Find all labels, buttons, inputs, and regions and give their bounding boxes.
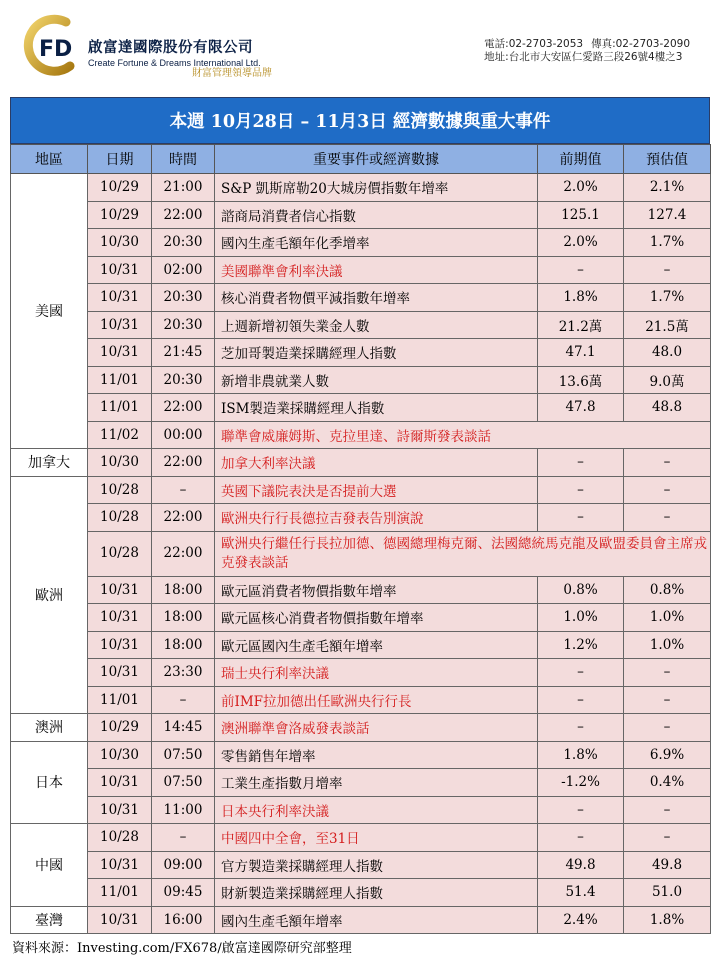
previous-value-cell: 1.8% [538, 741, 624, 769]
time-cell: 18:00 [152, 631, 215, 659]
date-cell: 10/28 [88, 824, 152, 852]
forecast-value-cell: – [624, 256, 711, 284]
previous-value-cell: – [538, 449, 624, 477]
table-row [11, 686, 711, 714]
table-row [11, 174, 711, 202]
table-row [11, 311, 711, 339]
time-cell: 20:30 [152, 284, 215, 312]
region-cell: 臺灣 [11, 906, 88, 934]
forecast-value-cell: 0.8% [624, 576, 711, 604]
region-cell: 加拿大 [11, 449, 88, 477]
logo-letters: FD [39, 37, 73, 62]
date-cell: 11/01 [88, 366, 152, 394]
previous-value-cell: – [538, 714, 624, 742]
previous-value-cell: 2.4% [538, 906, 624, 934]
forecast-value-cell: 21.5萬 [624, 311, 711, 339]
time-cell: 11:00 [152, 796, 215, 824]
previous-value-cell: – [538, 824, 624, 852]
col-header-event: 重要事件或經濟數據 [215, 145, 538, 174]
date-cell: 10/31 [88, 796, 152, 824]
event-cell: 聯準會威廉姆斯、克拉里達、詩爾斯發表談話 [215, 421, 711, 449]
table-row [11, 879, 711, 907]
previous-value-cell: -1.2% [538, 769, 624, 797]
event-cell: 上週新增初領失業金人數 [215, 311, 538, 339]
event-cell: 官方製造業採購經理人指數 [215, 851, 538, 879]
table-title: 本週 10月28日 – 11月3日 經濟數據與重大事件 [10, 97, 710, 144]
event-cell: S&P 凱斯席勒20大城房價指數年增率 [215, 174, 538, 202]
event-cell: 美國聯準會利率決議 [215, 256, 538, 284]
date-cell: 10/28 [88, 504, 152, 532]
previous-value-cell: – [538, 256, 624, 284]
previous-value-cell: 47.1 [538, 339, 624, 367]
date-cell: 10/31 [88, 256, 152, 284]
date-cell: 10/29 [88, 174, 152, 202]
contact-info [484, 38, 698, 64]
table-row [11, 576, 711, 604]
forecast-value-cell: 9.0萬 [624, 366, 711, 394]
company-slogan: 財富管理領導品牌 [192, 68, 272, 79]
forecast-value-cell: – [624, 449, 711, 477]
forecast-value-cell: 1.0% [624, 604, 711, 632]
previous-value-cell: 1.0% [538, 604, 624, 632]
time-cell: 23:30 [152, 659, 215, 687]
table-row [11, 476, 711, 504]
date-cell: 10/28 [88, 531, 152, 576]
time-cell: 21:00 [152, 174, 215, 202]
previous-value-cell: 1.2% [538, 631, 624, 659]
table-row [11, 604, 711, 632]
table-row [11, 714, 711, 742]
date-cell: 11/01 [88, 686, 152, 714]
event-cell: 工業生產指數月增率 [215, 769, 538, 797]
table-row [11, 741, 711, 769]
forecast-value-cell: 48.0 [624, 339, 711, 367]
time-cell: 18:00 [152, 604, 215, 632]
date-cell: 10/30 [88, 449, 152, 477]
table-body [11, 174, 711, 934]
col-header-time: 時間 [152, 145, 215, 174]
previous-value-cell: – [538, 476, 624, 504]
table-row [11, 824, 711, 852]
table-row [11, 229, 711, 257]
region-cell: 日本 [11, 741, 88, 824]
forecast-value-cell: 49.8 [624, 851, 711, 879]
time-cell: 22:00 [152, 504, 215, 532]
event-cell: 瑞士央行利率決議 [215, 659, 538, 687]
date-cell: 10/31 [88, 851, 152, 879]
previous-value-cell: – [538, 659, 624, 687]
event-cell: 澳洲聯準會洛威發表談話 [215, 714, 538, 742]
address: 地址:台北市大安區仁愛路三段26號4樓之3 [484, 51, 683, 63]
time-cell: – [152, 476, 215, 504]
region-cell: 中國 [11, 824, 88, 907]
forecast-value-cell: 51.0 [624, 879, 711, 907]
date-cell: 10/31 [88, 604, 152, 632]
time-cell: – [152, 686, 215, 714]
table-row [11, 421, 711, 449]
event-cell: 核心消費者物價平減指數年增率 [215, 284, 538, 312]
previous-value-cell: 2.0% [538, 174, 624, 202]
event-cell: 零售銷售年增率 [215, 741, 538, 769]
date-cell: 10/29 [88, 714, 152, 742]
date-cell: 10/30 [88, 229, 152, 257]
time-cell: 22:00 [152, 201, 215, 229]
table-row [11, 504, 711, 532]
previous-value-cell: 2.0% [538, 229, 624, 257]
date-cell: 10/31 [88, 659, 152, 687]
time-cell: 14:45 [152, 714, 215, 742]
previous-value-cell: 51.4 [538, 879, 624, 907]
forecast-value-cell: – [624, 686, 711, 714]
region-cell: 美國 [11, 174, 88, 449]
date-cell: 10/31 [88, 311, 152, 339]
event-cell: 諮商局消費者信心指數 [215, 201, 538, 229]
forecast-value-cell: – [624, 659, 711, 687]
time-cell: 21:45 [152, 339, 215, 367]
company-english-name: Create Fortune & Dreams International Ltd. [88, 58, 261, 68]
previous-value-cell: – [538, 796, 624, 824]
previous-value-cell: 1.8% [538, 284, 624, 312]
table-row [11, 284, 711, 312]
date-cell: 10/31 [88, 631, 152, 659]
company-logo-icon [20, 14, 86, 76]
col-header-previous: 前期值 [538, 145, 624, 174]
time-cell: 20:30 [152, 311, 215, 339]
events-table [10, 144, 711, 934]
time-cell: – [152, 824, 215, 852]
phone-number: 電話:02-2703-2053 [484, 38, 584, 50]
forecast-value-cell: 6.9% [624, 741, 711, 769]
event-cell: 歐洲央行繼任行長拉加德、德國總理梅克爾、法國總統馬克龍及歐盟委員會主席戎克發表談話 [215, 531, 711, 576]
forecast-value-cell: 48.8 [624, 394, 711, 422]
event-cell: 歐洲央行行長德拉吉發表告別演說 [215, 504, 538, 532]
date-cell: 10/31 [88, 906, 152, 934]
previous-value-cell: 125.1 [538, 201, 624, 229]
date-cell: 10/31 [88, 769, 152, 797]
forecast-value-cell: 0.4% [624, 769, 711, 797]
time-cell: 09:45 [152, 879, 215, 907]
table-row [11, 796, 711, 824]
time-cell: 07:50 [152, 741, 215, 769]
event-cell: 芝加哥製造業採購經理人指數 [215, 339, 538, 367]
table-row [11, 256, 711, 284]
date-cell: 10/30 [88, 741, 152, 769]
table-row [11, 659, 711, 687]
event-cell: 英國下議院表決是否提前大選 [215, 476, 538, 504]
forecast-value-cell: 1.7% [624, 229, 711, 257]
region-cell: 歐洲 [11, 476, 88, 714]
forecast-value-cell: 1.8% [624, 906, 711, 934]
date-cell: 10/31 [88, 284, 152, 312]
forecast-value-cell: 1.7% [624, 284, 711, 312]
previous-value-cell: – [538, 686, 624, 714]
time-cell: 20:30 [152, 229, 215, 257]
date-cell: 11/01 [88, 394, 152, 422]
col-header-forecast: 預估值 [624, 145, 711, 174]
event-cell: 國內生產毛額年化季增率 [215, 229, 538, 257]
table-row [11, 339, 711, 367]
col-header-region: 地區 [11, 145, 88, 174]
time-cell: 22:00 [152, 449, 215, 477]
previous-value-cell: – [538, 504, 624, 532]
table-row [11, 851, 711, 879]
date-cell: 10/31 [88, 576, 152, 604]
event-cell: 財新製造業採購經理人指數 [215, 879, 538, 907]
event-cell: 加拿大利率決議 [215, 449, 538, 477]
region-cell: 澳洲 [11, 714, 88, 742]
date-cell: 10/29 [88, 201, 152, 229]
table-row [11, 631, 711, 659]
events-table-container [10, 97, 710, 934]
date-cell: 11/02 [88, 421, 152, 449]
previous-value-cell: 49.8 [538, 851, 624, 879]
forecast-value-cell: 127.4 [624, 201, 711, 229]
page-header [0, 0, 720, 96]
event-cell: 中國四中全會，至31日 [215, 824, 538, 852]
table-row [11, 906, 711, 934]
time-cell: 22:00 [152, 394, 215, 422]
event-cell: 歐元區消費者物價指數年增率 [215, 576, 538, 604]
event-cell: 新增非農就業人數 [215, 366, 538, 394]
forecast-value-cell: – [624, 476, 711, 504]
table-row [11, 449, 711, 477]
previous-value-cell: 21.2萬 [538, 311, 624, 339]
forecast-value-cell: – [624, 504, 711, 532]
table-row [11, 531, 711, 576]
forecast-value-cell: 1.0% [624, 631, 711, 659]
table-row [11, 769, 711, 797]
time-cell: 09:00 [152, 851, 215, 879]
forecast-value-cell: – [624, 824, 711, 852]
time-cell: 16:00 [152, 906, 215, 934]
event-cell: 前IMF拉加德出任歐洲央行行長 [215, 686, 538, 714]
previous-value-cell: 47.8 [538, 394, 624, 422]
fax-number: 傳真:02-2703-2090 [591, 38, 690, 50]
forecast-value-cell: 2.1% [624, 174, 711, 202]
event-cell: 歐元區國內生產毛額年增率 [215, 631, 538, 659]
event-cell: 歐元區核心消費者物價指數年增率 [215, 604, 538, 632]
forecast-value-cell: – [624, 796, 711, 824]
previous-value-cell: 13.6萬 [538, 366, 624, 394]
time-cell: 20:30 [152, 366, 215, 394]
previous-value-cell: 0.8% [538, 576, 624, 604]
forecast-value-cell: – [624, 714, 711, 742]
table-row [11, 394, 711, 422]
event-cell: ISM製造業採購經理人指數 [215, 394, 538, 422]
date-cell: 10/31 [88, 339, 152, 367]
company-name: 啟富達國際股份有限公司 [88, 40, 253, 56]
event-cell: 日本央行利率決議 [215, 796, 538, 824]
date-cell: 11/01 [88, 879, 152, 907]
table-row [11, 201, 711, 229]
time-cell: 07:50 [152, 769, 215, 797]
event-cell: 國內生產毛額年增率 [215, 906, 538, 934]
table-row [11, 366, 711, 394]
time-cell: 22:00 [152, 531, 215, 576]
table-header-row [11, 145, 711, 174]
time-cell: 18:00 [152, 576, 215, 604]
col-header-date: 日期 [88, 145, 152, 174]
data-source-note: 資料來源：Investing.com/FX678/啟富達國際研究部整理 [12, 941, 352, 956]
time-cell: 02:00 [152, 256, 215, 284]
time-cell: 00:00 [152, 421, 215, 449]
date-cell: 10/28 [88, 476, 152, 504]
